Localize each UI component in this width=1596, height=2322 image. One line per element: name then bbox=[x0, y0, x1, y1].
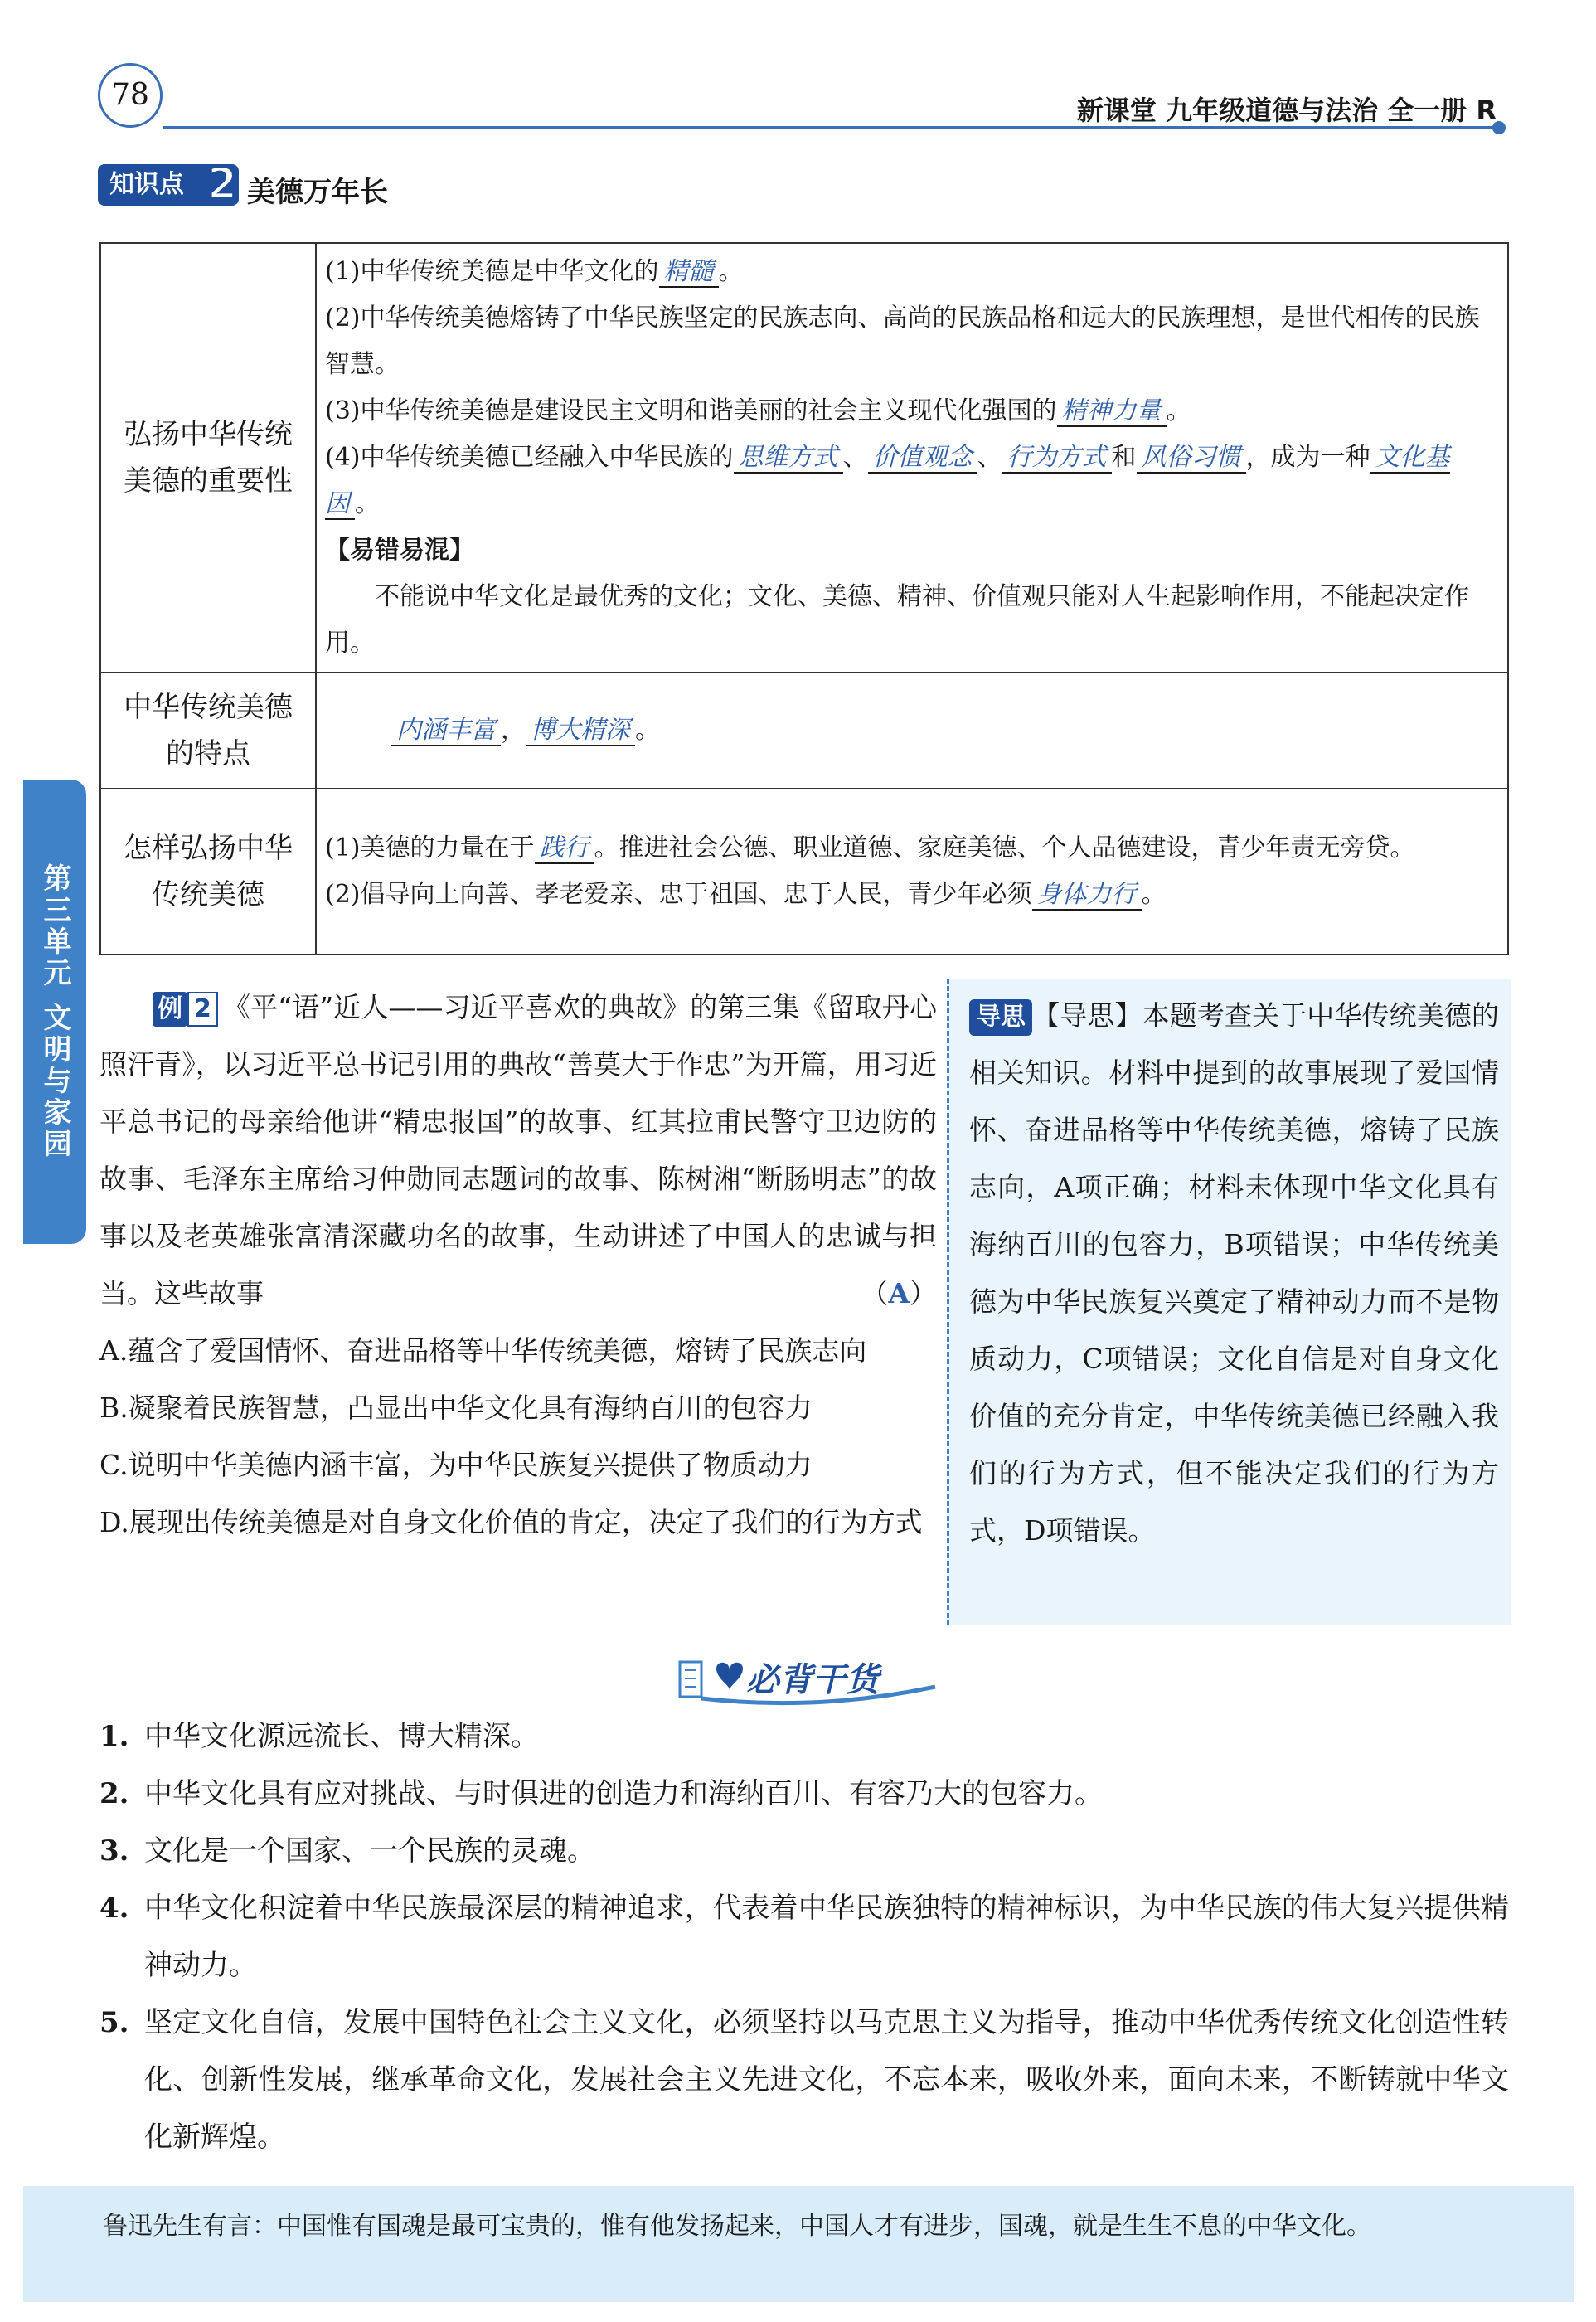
answer-blank: 价值观念 bbox=[868, 443, 977, 474]
must-memorize-title: 必背干货 bbox=[746, 1661, 879, 1699]
row-body-importance bbox=[316, 243, 1508, 673]
row-body-features: 内涵丰富 ， 博大精深 。 bbox=[316, 673, 1508, 789]
importance-point-4: (4)中华传统美德已经融入中华民族的 思维方式 、 价值观念 、 行为方式 和 风俗习惯 ，成为一种 文化基因 。 bbox=[325, 443, 1450, 518]
list-item: 4. 中华文化积淀着中华民族最深层的精神追求，代表着中华民族独特的精神标识，为中华民族的伟大复兴提供精神动力。 bbox=[99, 1892, 1509, 1982]
unit-side-tab: 第三单元 文明与家园 bbox=[23, 780, 86, 1244]
heart-icon bbox=[716, 1663, 743, 1690]
example-answer: A bbox=[888, 1277, 910, 1309]
knowledge-table bbox=[99, 242, 1509, 955]
importance-point-1: (1)中华传统美德是中华文化的 精髓 。 bbox=[325, 257, 744, 286]
knowledge-point-title: 美德万年长 bbox=[247, 176, 388, 209]
guide-panel bbox=[947, 979, 1511, 1625]
table-row bbox=[100, 243, 1508, 673]
example-stem: 例 2 《平“语”近人——习近平喜欢的典故》的第三集《留取丹心照汗青》，以习近平总书记引用的典故“善莫大于作忠”为开篇，用习近平总书记的母亲给他讲“精忠报国”的故事、红其拉甫民警守卫边防的故事、毛泽东主席给习仲勋同志题词的故事、陈树湘“断肠明志”的故事以及老英雄张富清深藏功名的故事，生动讲述了中国人的忠诚与担当。这些故事 （A） bbox=[99, 991, 937, 1309]
list-item: 3. 文化是一个国家、一个民族的灵魂。 bbox=[99, 1834, 595, 1868]
example-number: 2 bbox=[187, 992, 218, 1027]
guide-text: 【导思】本题考查关于中华传统美德的相关知识。材料中提到的故事展现了爱国情怀、奋进品格等中华传统美德，熔铸了民族志向，A项正确；材料未体现中华文化具有海纳百川的包容力，B项错误；中华传统美德为中华民族复兴奠定了精神动力而不是物质动力，C项错误；文化自信是对自身文化价值的充分肯定，中华传统美德已经融入我们的行为方式，但不能决定我们的行为方式，D项错误。 bbox=[969, 999, 1499, 1547]
list-item: 2. 中华文化具有应对挑战、与时俱进的创造力和海纳百川、有容乃大的包容力。 bbox=[99, 1777, 1103, 1810]
footer-quote: 鲁迅先生有言：中国惟有国魂是最可宝贵的，惟有他发扬起来，中国人才有进步，国魂，就是生生不息的中华文化。 bbox=[23, 2186, 1574, 2302]
answer-blank: 精神力量 bbox=[1057, 396, 1167, 427]
option-c: C.说明中华美德内涵丰富，为中华民族复兴提供了物质动力 bbox=[99, 1449, 813, 1481]
tip-text: 不能说中华文化是最优秀的文化；文化、美德、精神、价值观只能对人生起影响作用，不能起决定作用。 bbox=[325, 582, 1469, 658]
row-label-how: 怎样弘扬中华传统美德 bbox=[100, 789, 316, 955]
option-d: D.展现出传统美德是对自身文化价值的肯定，决定了我们的行为方式 bbox=[99, 1506, 923, 1538]
answer-blank: 内涵丰富 bbox=[391, 716, 501, 746]
answer-blank: 践行 bbox=[535, 833, 594, 864]
must-memorize-list bbox=[99, 1708, 1509, 2166]
list-item: 1. 中华文化源远流长、博大精深。 bbox=[99, 1720, 539, 1753]
answer-blank: 思维方式 bbox=[734, 443, 843, 474]
page-number: 78 bbox=[98, 63, 163, 128]
example-question bbox=[99, 979, 937, 1551]
option-a: A.蕴含了爱国情怀、奋进品格等中华传统美德，熔铸了民族志向 bbox=[99, 1334, 867, 1367]
list-item: 5. 坚定文化自信，发展中国特色社会主义文化，必须坚持以马克思主义为指导，推动中华优秀传统文化创造性转化、创新性发展，继承革命文化，发展社会主义先进文化，不忘本来，吸收外来，面向未来，不断铸就中华文化新辉煌。 bbox=[99, 2006, 1509, 2154]
how-point-1: (1)美德的力量在于 践行 。推进社会公德、职业道德、家庭美德、个人品德建设，青少年责无旁贷。 bbox=[325, 833, 1415, 862]
guide-badge: 导思 bbox=[969, 999, 1032, 1036]
example-badge: 例 bbox=[153, 992, 187, 1027]
option-b: B.凝聚着民族智慧，凸显出中华文化具有海纳百川的包容力 bbox=[99, 1392, 813, 1424]
row-body-how bbox=[316, 789, 1508, 955]
row-label-features: 中华传统美德的特点 bbox=[100, 673, 316, 789]
how-point-2: (2)倡导向上向善、孝老爱亲、忠于祖国、忠于人民，青少年必须 身体力行 。 bbox=[325, 880, 1167, 909]
importance-point-3: (3)中华传统美德是建设民主文明和谐美丽的社会主义现代化强国的 精神力量 。 bbox=[325, 396, 1191, 425]
answer-blank: 博大精深 bbox=[526, 716, 635, 746]
answer-blank: 文化基因 bbox=[325, 443, 1450, 518]
tip-tag: 【易错易混】 bbox=[325, 536, 474, 565]
table-row bbox=[100, 673, 1508, 789]
answer-blank: 行为方式 bbox=[1002, 443, 1112, 474]
table-row bbox=[100, 789, 1508, 955]
knowledge-point-number: 2 bbox=[207, 159, 238, 209]
answer-blank: 精髓 bbox=[659, 257, 719, 288]
answer-blank: 风俗习惯 bbox=[1137, 443, 1246, 474]
importance-point-2: (2)中华传统美德熔铸了中华民族坚定的民族志向、高尚的民族品格和远大的民族理想，是世代相传的民族智慧。 bbox=[325, 304, 1480, 379]
knowledge-point-badge: 知识点 bbox=[98, 164, 239, 206]
answer-blank: 身体力行 bbox=[1032, 880, 1142, 911]
book-title: 新课堂 九年级道德与法治 全一册 R bbox=[1076, 95, 1497, 126]
row-label-importance: 弘扬中华传统美德的重要性 bbox=[100, 243, 316, 673]
